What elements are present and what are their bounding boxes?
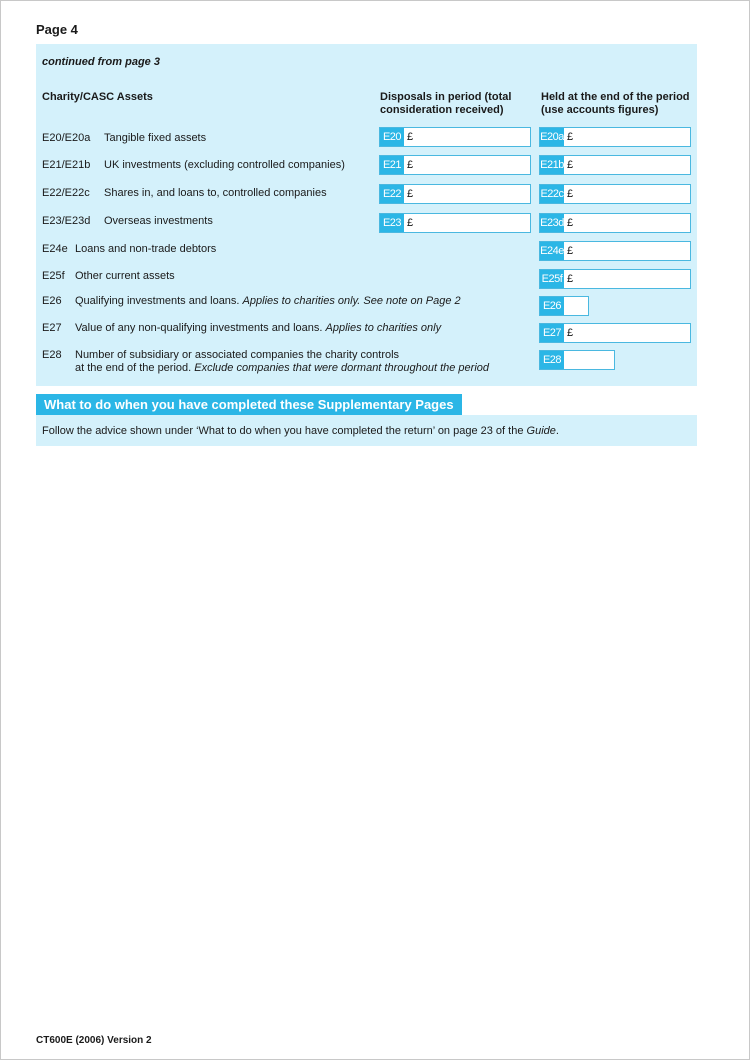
box-tag: E27 <box>540 324 564 342</box>
advice-before: Follow the advice shown under ‘What to do when you have completed the return’ on page 23 of the <box>42 425 527 437</box>
advice-after: . <box>555 425 559 437</box>
box-tag: E25f <box>540 270 564 288</box>
row-code-e22: E22/E22c <box>42 187 90 199</box>
e21b-input[interactable] <box>539 155 691 175</box>
row-label-text: Qualifying investments and loans. <box>75 295 240 307</box>
assets-panel <box>36 44 697 386</box>
column-header-disposals: Disposals in period (total consideration received) <box>380 91 512 116</box>
row-code-e24e: E24e <box>42 243 68 255</box>
box-tag: E21b <box>540 156 564 174</box>
row-label-text-line2: at the end of the period. <box>75 362 192 374</box>
currency-symbol: £ <box>407 188 414 200</box>
section-title: Charity/CASC Assets <box>42 91 153 103</box>
row-code-e27: E27 <box>42 322 62 334</box>
e20a-input[interactable] <box>539 127 691 147</box>
e21-input[interactable] <box>379 155 531 175</box>
row-label-e26 <box>75 295 461 308</box>
e27-input[interactable] <box>539 323 691 343</box>
advice-panel <box>36 415 697 446</box>
guide-reference: Guide <box>526 425 556 437</box>
currency-symbol: £ <box>567 217 574 229</box>
box-tag: E23d <box>540 214 564 232</box>
form-version-footer: CT600E (2006) Version 2 <box>36 1035 152 1046</box>
box-tag: E24e <box>540 242 564 260</box>
box-tag: E21 <box>380 156 404 174</box>
e22c-input[interactable] <box>539 184 691 204</box>
row-label-e21: UK investments (excluding controlled companies) <box>104 159 345 171</box>
row-note: Applies to charities only <box>325 322 442 334</box>
box-tag: E28 <box>540 351 564 369</box>
box-tag: E23 <box>380 214 404 232</box>
e23-input[interactable] <box>379 213 531 233</box>
column-header-held: Held at the end of the period (use accounts figures) <box>541 91 690 116</box>
currency-symbol: £ <box>407 159 414 171</box>
currency-symbol: £ <box>567 273 574 285</box>
box-tag: E26 <box>540 297 564 315</box>
box-tag: E20a <box>540 128 564 146</box>
row-label-e23: Overseas investments <box>104 215 213 227</box>
row-label-e20: Tangible fixed assets <box>104 132 207 144</box>
row-label-text: Value of any non-qualifying investments and loans. <box>75 322 323 334</box>
currency-symbol: £ <box>407 131 414 143</box>
e23d-input[interactable] <box>539 213 691 233</box>
page-number: Page 4 <box>36 22 78 37</box>
row-note: Applies to charities only. See note on Page 2 <box>242 295 461 307</box>
row-label-e28 <box>75 349 489 375</box>
row-code-e20: E20/E20a <box>42 132 91 144</box>
e25f-input[interactable] <box>539 269 691 289</box>
currency-symbol: £ <box>567 131 574 143</box>
currency-symbol: £ <box>407 217 414 229</box>
e22-input[interactable] <box>379 184 531 204</box>
row-label-e24e: Loans and non-trade debtors <box>75 243 217 255</box>
row-code-e21: E21/E21b <box>42 159 91 171</box>
row-code-e28: E28 <box>42 349 62 361</box>
continued-note: continued from page 3 <box>42 56 160 68</box>
row-code-e25f: E25f <box>42 270 65 282</box>
e28-input[interactable] <box>539 350 615 370</box>
box-tag: E20 <box>380 128 404 146</box>
e20-input[interactable] <box>379 127 531 147</box>
currency-symbol: £ <box>567 159 574 171</box>
advice-text <box>42 425 559 437</box>
currency-symbol: £ <box>567 245 574 257</box>
currency-symbol: £ <box>567 188 574 200</box>
row-note: Exclude companies that were dormant throughout the period <box>194 362 489 374</box>
supplementary-pages-banner: What to do when you have completed these Supplementary Pages <box>36 394 462 415</box>
row-label-e25f: Other current assets <box>75 270 175 282</box>
e26-checkbox[interactable] <box>539 296 589 316</box>
box-tag: E22c <box>540 185 564 203</box>
row-code-e23: E23/E23d <box>42 215 91 227</box>
box-tag: E22 <box>380 185 404 203</box>
e24e-input[interactable] <box>539 241 691 261</box>
row-label-e22: Shares in, and loans to, controlled companies <box>104 187 327 199</box>
row-label-text: Number of subsidiary or associated companies the charity controls <box>75 349 400 361</box>
row-code-e26: E26 <box>42 295 62 307</box>
row-label-e27 <box>75 322 441 335</box>
currency-symbol: £ <box>567 327 574 339</box>
